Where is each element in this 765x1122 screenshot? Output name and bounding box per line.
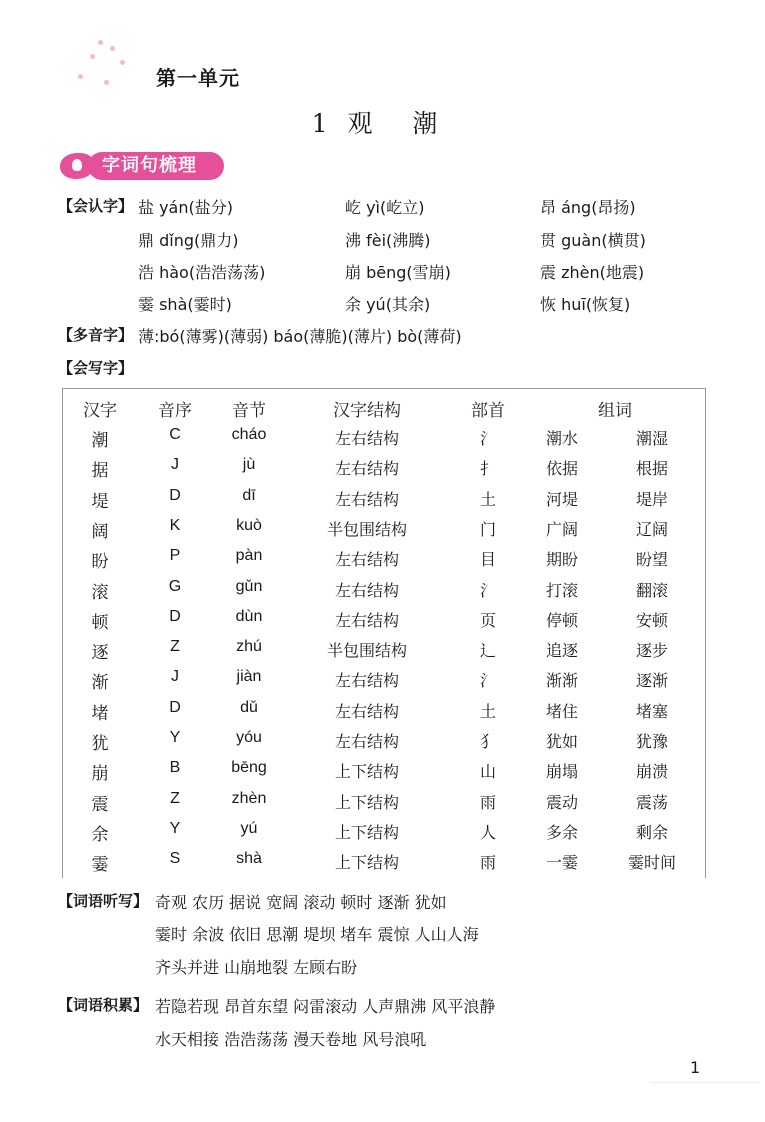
table-cell-word: 堵塞 [635, 701, 669, 721]
table-cell-letter: D [169, 486, 181, 504]
table-cell-letter: J [171, 668, 179, 686]
table-cell-pinyin: jù [242, 456, 256, 474]
table-cell-word: 多余 [545, 822, 579, 842]
table-cell-structure: 左右结构 [334, 550, 400, 570]
table-cell-word: 震荡 [635, 792, 669, 812]
recognize-item: 震 zhèn(地震) [540, 263, 645, 282]
table-cell-letter: S [169, 850, 181, 868]
table-cell-char: 盼 [91, 552, 109, 573]
accumulate-line-2: 水天相接 浩浩荡荡 漫天卷地 风号浪吼 [155, 1030, 427, 1049]
table-cell-word: 翻滚 [635, 580, 669, 600]
table-cell-letter: K [169, 516, 181, 534]
decorative-dots [70, 36, 140, 96]
table-cell-char: 堤 [91, 491, 109, 512]
accumulate-label: 【词语积累】 [58, 996, 149, 1014]
table-cell-pinyin: dī [242, 486, 256, 504]
table-cell-structure: 上下结构 [334, 762, 400, 782]
table-cell-word: 一霎 [545, 853, 579, 873]
table-cell-char: 滚 [91, 582, 109, 603]
table-header-cell: 部首 [471, 401, 505, 421]
table-cell-pinyin: shà [236, 850, 262, 868]
table-cell-word: 盼望 [635, 550, 669, 570]
section-banner [60, 150, 224, 182]
recognize-item: 崩 bēng(雪崩) [345, 263, 451, 282]
recognize-item: 浩 hào(浩浩荡荡) [138, 263, 266, 282]
table-cell-char: 顿 [91, 612, 109, 633]
dictation-line-3: 齐头并进 山崩地裂 左顾右盼 [155, 958, 358, 977]
table-cell-pinyin: pàn [235, 547, 263, 565]
table-cell-radical: 门 [479, 519, 497, 539]
table-cell-structure: 左右结构 [334, 671, 400, 691]
polyphone-text: 薄:bó(薄雾)(薄弱) báo(薄脆)(薄片) bò(薄荷) [138, 327, 462, 346]
table-cell-word: 犹豫 [635, 732, 669, 751]
table-cell-pinyin: jiàn [236, 668, 262, 686]
recognize-item: 盐 yán(盐分) [138, 198, 233, 217]
table-cell-letter: D [169, 607, 181, 625]
table-cell-letter: Y [169, 819, 181, 837]
table-cell-pinyin: zhèn [231, 789, 267, 807]
table-cell-letter: C [169, 426, 181, 443]
table-cell-char: 逐 [91, 643, 109, 664]
table-cell-pinyin: bēng [231, 759, 267, 777]
table-cell-pinyin: yú [240, 819, 258, 837]
table-cell-word: 根据 [635, 459, 669, 479]
table-cell-word: 犹如 [545, 732, 579, 751]
table-cell-pinyin: kuò [236, 516, 262, 534]
table-cell-radical: 雨 [479, 792, 497, 812]
table-cell-word: 打滚 [545, 580, 579, 600]
table-cell-radical: 土 [479, 489, 497, 509]
table-cell-pinyin: cháo [231, 426, 267, 443]
table-cell-letter: B [169, 759, 181, 777]
lesson-title [0, 104, 765, 140]
table-cell-word: 河堤 [545, 489, 579, 509]
table-cell-word: 霎时间 [627, 853, 677, 873]
table-cell-word: 堵住 [545, 701, 579, 721]
accumulate-line-1: 若隐若现 昂首东望 闷雷滚动 人声鼎沸 风平浪静 [155, 997, 496, 1016]
table-cell-letter: P [169, 547, 181, 565]
table-cell-structure: 左右结构 [334, 732, 400, 751]
table-cell-structure: 上下结构 [334, 792, 400, 812]
table-header-cell: 汉字结构 [333, 401, 401, 421]
table-cell-structure: 半包围结构 [326, 519, 408, 539]
unit-title: 第一单元 [156, 66, 240, 90]
table-cell-radical: 雨 [479, 853, 497, 873]
table-cell-char: 震 [91, 794, 109, 815]
table-cell-char: 霎 [91, 855, 109, 876]
table-cell-letter: D [169, 698, 181, 716]
table-cell-radical: 氵 [479, 580, 497, 600]
table-cell-pinyin: dǔ [240, 698, 258, 716]
table-cell-word: 辽阔 [635, 519, 669, 539]
table-cell-radical: 犭 [479, 732, 497, 751]
table-cell-word: 停顿 [545, 610, 579, 630]
table-cell-structure: 左右结构 [334, 701, 400, 721]
table-cell-letter: Z [170, 789, 180, 807]
table-cell-radical: 扌 [479, 459, 497, 479]
table-cell-word: 依据 [545, 459, 579, 479]
table-cell-char: 渐 [91, 673, 109, 694]
table-cell-word: 潮水 [545, 429, 579, 448]
table-cell-word: 安顿 [635, 610, 669, 630]
table-cell-char: 阔 [91, 521, 109, 542]
table-cell-pinyin: yóu [236, 729, 262, 746]
table-header-cell: 音序 [158, 401, 192, 421]
table-cell-word: 潮湿 [635, 429, 669, 448]
table-cell-word: 堤岸 [635, 489, 669, 509]
table-cell-radical: 目 [479, 550, 497, 570]
table-cell-pinyin: dùn [235, 607, 263, 625]
table-header-cell: 组词 [598, 401, 632, 421]
table-cell-char: 堵 [91, 703, 109, 724]
lesson-name: 观 潮 [347, 109, 454, 138]
table-cell-char: 据 [91, 461, 109, 482]
dictation-line-1: 奇观 农历 据说 宽阔 滚动 顿时 逐渐 犹如 [155, 893, 447, 912]
table-cell-radical: 土 [479, 701, 497, 721]
page-number: 1 [690, 1058, 701, 1077]
recognize-item: 昂 áng(昂扬) [540, 198, 636, 217]
table-cell-char: 潮 [91, 431, 109, 451]
table-cell-word: 崩塌 [545, 762, 579, 782]
table-cell-radical: 辶 [479, 641, 497, 661]
table-cell-structure: 左右结构 [334, 610, 400, 630]
table-header-cell: 音节 [232, 401, 266, 421]
table-cell-radical: 氵 [479, 671, 497, 691]
table-cell-word: 渐渐 [545, 671, 579, 691]
table-cell-structure: 左右结构 [334, 459, 400, 479]
recognize-item: 余 yú(其余) [345, 295, 431, 314]
table-cell-word: 广阔 [545, 519, 579, 539]
table-cell-structure: 左右结构 [334, 489, 400, 509]
recognize-item: 贯 guàn(横贯) [540, 231, 646, 250]
polyphone-label: 【多音字】 [58, 326, 134, 344]
table-cell-radical: 页 [479, 610, 497, 630]
table-cell-letter: J [171, 456, 179, 474]
table-cell-structure: 上下结构 [334, 822, 400, 842]
recognize-item: 霎 shà(霎时) [138, 295, 232, 314]
dictation-line-2: 霎时 余波 依旧 思潮 堤坝 堵车 震惊 人山人海 [155, 925, 479, 944]
recognize-item: 恢 huī(恢复) [540, 295, 631, 314]
table-cell-word: 追逐 [545, 641, 579, 661]
table-cell-pinyin: zhú [236, 638, 262, 656]
recognize-label: 【会认字】 [58, 197, 134, 215]
footer-divider [650, 1082, 760, 1083]
table-cell-letter: G [168, 577, 182, 595]
table-cell-letter: Z [170, 638, 180, 656]
table-header-cell: 汉字 [83, 401, 117, 421]
table-cell-word: 震动 [545, 792, 579, 812]
recognize-item: 鼎 dǐng(鼎力) [138, 231, 239, 250]
table-cell-char: 犹 [91, 734, 109, 754]
table-cell-radical: 氵 [479, 429, 497, 448]
table-cell-char: 余 [91, 824, 109, 845]
table-cell-structure: 左右结构 [334, 580, 400, 600]
table-cell-radical: 山 [479, 762, 497, 782]
dictation-label: 【词语听写】 [58, 892, 149, 910]
table-cell-word: 逐步 [635, 641, 669, 661]
table-cell-structure: 半包围结构 [326, 641, 408, 661]
lesson-number: 1 [311, 109, 330, 138]
table-cell-word: 崩溃 [635, 762, 669, 782]
table-cell-letter: Y [169, 729, 181, 746]
table-cell-structure: 上下结构 [334, 853, 400, 873]
recognize-item: 沸 fèi(沸腾) [345, 231, 431, 250]
table-cell-char: 崩 [91, 764, 109, 785]
table-cell-radical: 人 [479, 822, 497, 842]
write-label: 【会写字】 [58, 359, 134, 377]
table-cell-word: 剩余 [635, 822, 669, 842]
table-cell-word: 逐渐 [635, 671, 669, 691]
table-cell-structure: 左右结构 [334, 429, 400, 448]
recognize-item: 屹 yì(屹立) [345, 198, 425, 217]
table-cell-word: 期盼 [545, 550, 579, 570]
section-banner-label: 字词句梳理 [88, 152, 224, 180]
table-cell-pinyin: gǔn [235, 577, 263, 595]
